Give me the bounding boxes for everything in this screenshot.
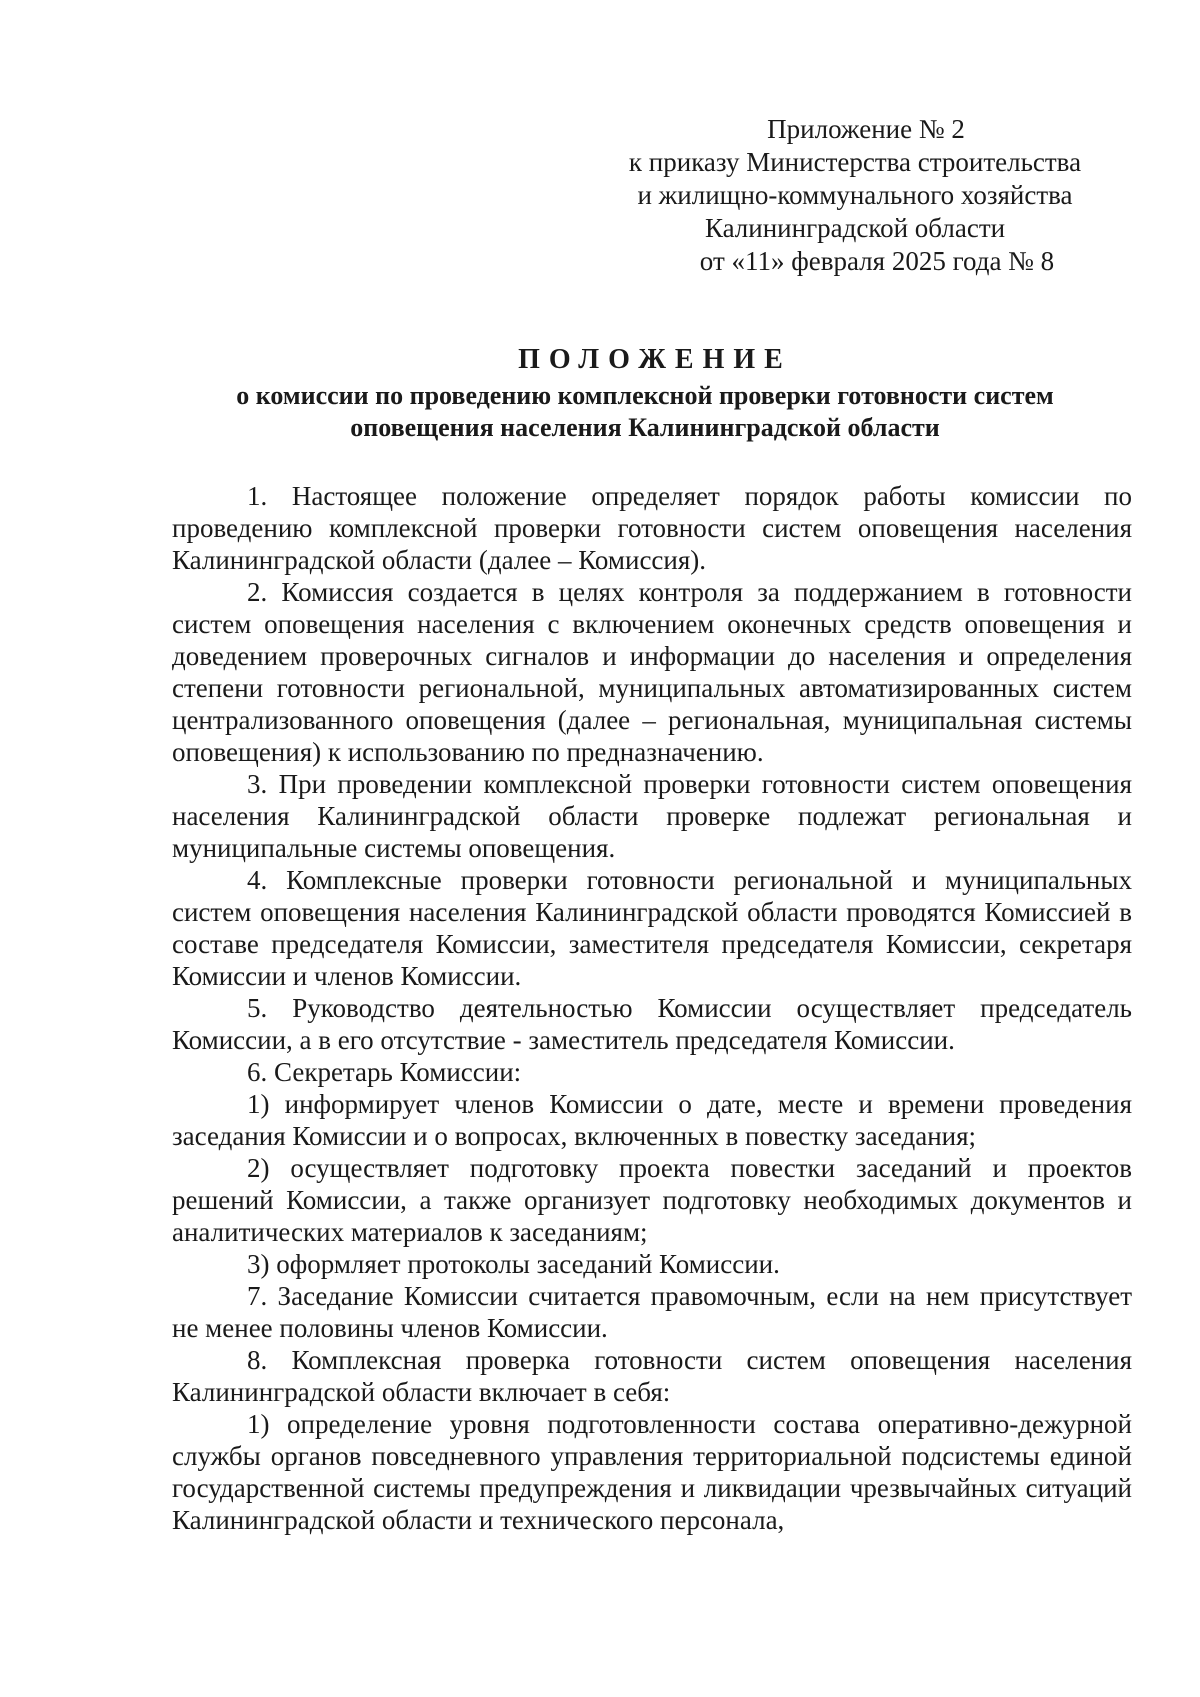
appendix-order-ref: к приказу Министерства строительства bbox=[628, 147, 1082, 177]
title-subtitle-line-2: оповещения населения Калининградской области bbox=[350, 413, 940, 442]
appendix-ministry: и жилищно-коммунального хозяйства bbox=[637, 180, 1073, 210]
title-main: ПОЛОЖЕНИЕ bbox=[518, 344, 792, 375]
appendix-date: от «11» февраля 2025 года № 8 bbox=[699, 246, 1055, 276]
appendix-number: Приложение № 2 bbox=[767, 114, 965, 144]
document-body bbox=[172, 480, 1132, 1536]
paragraph: 6. Секретарь Комиссии: bbox=[247, 1057, 522, 1087]
appendix-region: Калининградской области bbox=[704, 213, 1006, 243]
title-subtitle-line-1: о комиссии по проведению комплексной проверки готовности систем bbox=[236, 381, 1054, 410]
paragraph: 2) осуществляет подготовку проекта повестки заседаний и проектов решений Комиссии, а также организует подготовку необходимых документов и аналитических материалов к заседаниям; bbox=[172, 1153, 1132, 1247]
paragraph: 1) информирует членов Комиссии о дате, месте и времени проведения заседания Комиссии и о вопросах, включенных в повестку заседания; bbox=[172, 1089, 1132, 1151]
paragraph: 3) оформляет протоколы заседаний Комиссии. bbox=[247, 1249, 780, 1279]
paragraph: 1) определение уровня подготовленности состава оперативно-дежурной службы органов повседневного управления территориальной подсистемы единой государственной системы предупреждения и ликвидации чрезвычайных ситуаций Калининградской области и технического персонала, bbox=[172, 1409, 1132, 1535]
paragraph: 4. Комплексные проверки готовности региональной и муниципальных систем оповещения населения Калининградской области проводятся Комиссией в составе председателя Комиссии, заместителя председателя Комиссии, секретаря Комиссии и членов Комиссии. bbox=[172, 865, 1132, 991]
paragraph: 3. При проведении комплексной проверки готовности систем оповещения населения Калининградской области проверке подлежат региональная и муниципальные системы оповещения. bbox=[172, 769, 1132, 863]
appendix-header bbox=[620, 113, 1090, 278]
document-title bbox=[160, 340, 1130, 444]
paragraph: 1. Настоящее положение определяет порядок работы комиссии по проведению комплексной проверки готовности систем оповещения населения Калининградской области (далее – Комиссия). bbox=[172, 481, 1132, 575]
paragraph: 5. Руководство деятельностью Комиссии осуществляет председатель Комиссии, а в его отсутствие - заместитель председателя Комиссии. bbox=[172, 993, 1132, 1055]
paragraph: 7. Заседание Комиссии считается правомочным, если на нем присутствует не менее половины членов Комиссии. bbox=[172, 1281, 1132, 1343]
paragraph: 2. Комиссия создается в целях контроля за поддержанием в готовности систем оповещения населения с включением оконечных средств оповещения и доведением проверочных сигналов и информации до населения и определения степени готовности региональной, муниципальных автоматизированных систем централизованного оповещения (далее – региональная, муниципальная системы оповещения) к использованию по предназначению. bbox=[172, 577, 1132, 767]
paragraph: 8. Комплексная проверка готовности систем оповещения населения Калининградской области включает в себя: bbox=[172, 1345, 1132, 1407]
